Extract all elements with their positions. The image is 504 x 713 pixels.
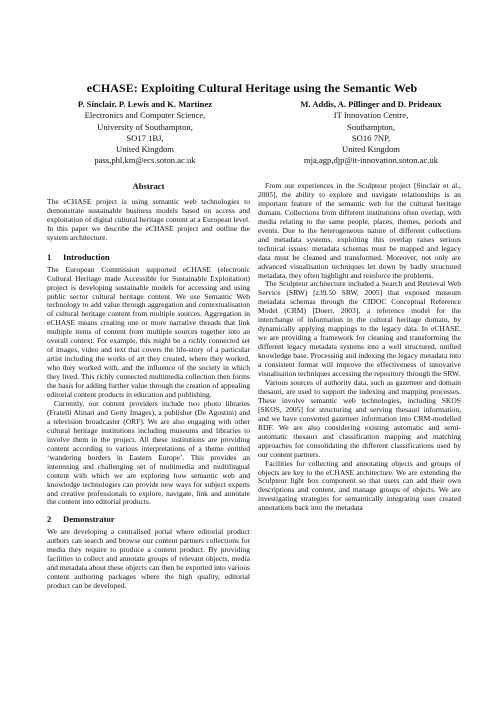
left-column <box>47 182 250 591</box>
author-names-right: M. Addis, A. Pillinger and D. Prideaux <box>300 99 442 109</box>
paragraph: Various sources of authority data, such as gazetteer and domain thesauri, are used to support the indexing and mapping processes. These involve semantic web technologies, including SKOS [SKOS, 2005] for structuring and serving thesauri information, and we have converted gazetteer information into CRM-modelled RDF. We are also considering existing automatic and semi-automatic thesauri and classification mapping and matching approaches for consolidating the different classifications used by our content partners. <box>258 377 461 459</box>
abstract-heading: Abstract <box>132 181 165 191</box>
section-number: 1 <box>47 251 52 262</box>
affiliation-line: IT Innovation Centre, <box>333 110 409 121</box>
author-email: mja,agp,djp@it-innovation.soton.ac.uk <box>303 155 439 166</box>
author-email: pass,phl,km@ecs.soton.ac.uk <box>94 155 196 166</box>
author-block-left <box>30 99 260 167</box>
paragraph: From our experiences in the Sculpteur project [Sinclair et al., 2005], the ability to explore and navigate relationships is an important feature of the semantic web for the cultural heritage domain. Collections from different institutions often overlap, with media relating to the same people, places, themes, periods and events. Due to the heterogeneous nature of different collections and metadata systems, exploiting this overlap raises serious technical issues: metadata schemas must be mapped and legacy data must be cleaned and transformed. Moreover, not only are advanced visualisation techniques let down by badly structured metadata, they often highlight and reinforce the problems. <box>258 181 461 280</box>
section-number: 2 <box>47 514 52 525</box>
affiliation-line: SO16 7NP, <box>351 132 391 143</box>
affiliation-line: SO17 1BJ, <box>126 132 164 143</box>
affiliation-line: United Kingdom <box>341 144 400 155</box>
section-heading <box>47 515 250 524</box>
abstract-text: The eCHASE project is using semantic web technologies to demonstrate sustainable business models based on access and exploitation of digital cultural heritage content at a European level. In this paper we describe the eCHASE project and outline the system architecture. <box>47 196 250 242</box>
section-heading <box>47 253 250 262</box>
paper-title: eCHASE: Exploiting Cultural Heritage using the Semantic Web <box>86 81 418 95</box>
paragraph: Facilities for collecting and annotating objects and groups of objects are key to the eCHASE architecture. We are extending the Sculpteur light box component so that users can add their own descriptions and content, and manage groups of objects. We are investigating strategies for semantically integrating user created annotations back into the metadata <box>258 458 461 513</box>
affiliation-line: United Kingdom <box>115 144 174 155</box>
affiliation-line: Southampton, <box>347 121 395 132</box>
paragraph: Currently, our content providers include two photo libraries (Fratelli Alinari and Getty Images), a publisher (De Agostini) and a television broadcaster (ORF). We are also engaging with other cultural heritage institutions including museums and libraries to involve them in the project. All these institutions are providing content according to various interpretations of a theme entitled ‘wandering borders in Eastern Europe’. This provides an interesting and challenging set of multimedia and multilingual content with which we are exploring how semantic web and knowledge technologies can provide new ways for subject experts and creative professionals to explore, navigate, link and annotate the content into editorial products. <box>47 398 250 507</box>
paragraph: The Sculpteur architecture included a Search and Retrieval Web Service (SRW) [z39.50 SRW, 2005] that exposed museum metadata schemas through the CIDOC Conceptual Reference Model (CRM) [Doerr, 2003], a reference model for the interchange of information in the cultural heritage domain, by dynamically applying mappings to the legacy data. In eCHASE, we are providing a framework for cleaning and transforming the different legacy metadata systems into a well structured, unified knowledge base. Processing and indexing the legacy metadata into a consistent format will improve the effectiveness of innovative visualisation techniques accessing the repository through the SRW. <box>258 279 461 379</box>
paragraph: We are developing a centralised portal where editorial product authors can search and browse our content partners collections for media they require to produce a content product. By providing facilities to collect and annotate groups of relevant objects, media and metadata about these objects can then be exported into various content authoring packages where the high quality, editorial product can be developed. <box>47 527 250 591</box>
section-title: Introduction <box>63 251 110 262</box>
affiliation-line: Electronics and Computer Science, <box>84 110 206 121</box>
author-names-left: P. Sinclair, P. Lewis and K. Martinez <box>77 99 213 109</box>
affiliation-line: University of Southampton, <box>97 121 193 132</box>
paragraph: The European Commission supported eCHASE (electronic Cultural Heritage made Accessible for Sustainable Exploitation) project is developing sustainable models for accessing and using public sector cultural heritage content. We use Semantic Web technology to add value through aggregation and contextualisation of cultural heritage content from multiple sources. Aggregation in eCHASE means creating one or more narrative threads that link multiple items of content from multiple sources together into an overall context. For example, this might be a richly connected set of images, video and text that covers the life-story of a particular artist including the works of art they created, where they worked, who they worked with, and the influence of the society in which they lived. This richly connected multimedia collection then forms the basis for adding further value through the creation of appealing editorial content products in education and publishing. <box>47 264 250 400</box>
section-title: Demonstrator <box>63 514 115 525</box>
right-column <box>258 182 461 513</box>
author-block-right <box>256 99 486 167</box>
